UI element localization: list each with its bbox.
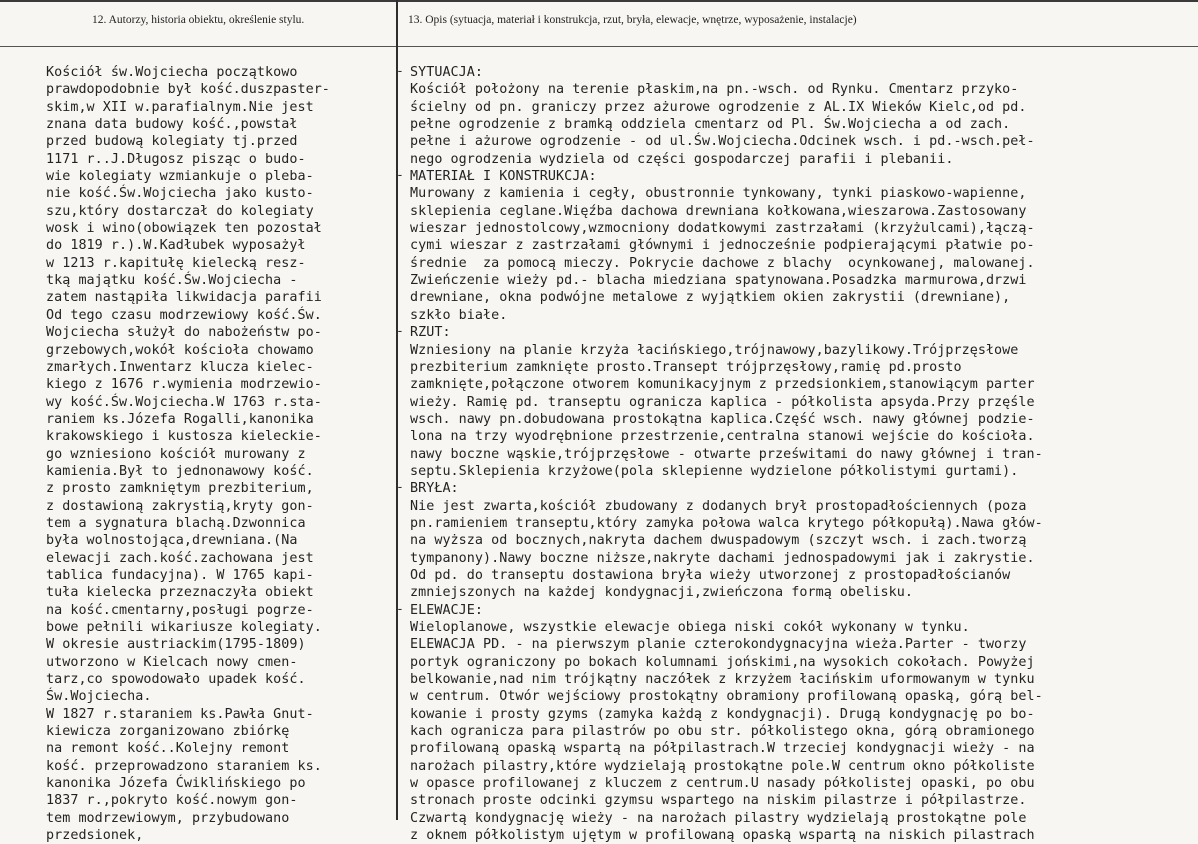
description-text-line: drewniane, okna podwójne metalowe z wyjątkiem okien zakrystii (drewniane),: [410, 290, 1011, 306]
history-text-line: tką majątku kość.Św.Wojciecha -: [46, 273, 298, 289]
description-text-line: cymi wieszar z zastrzałami głównymi i jednocześnie podpierającymi płatwie po-: [410, 238, 1035, 254]
description-text-line: w centrum. Otwór wejściowy prostokątny obramiony profilowaną opaską, górą bel-: [410, 689, 1043, 705]
history-text-line: kość. przeprowadzono staraniem ks.: [46, 758, 322, 774]
history-text-line: przed budową kolegiaty tj.przed: [46, 134, 298, 150]
history-text-line: go wzniesiono kościół murowany z: [46, 446, 306, 462]
history-text-line: utworzono w Kielcach nowy cmen-: [46, 654, 298, 670]
history-text-line: W okresie austriackim(1795-1809): [46, 637, 306, 653]
margin-dash-mark: -: [396, 324, 404, 340]
history-text-line: z dostawioną zakrystią,kryty gon-: [46, 498, 314, 514]
description-text-line: szkło białe.: [410, 307, 508, 323]
margin-dash-mark: -: [396, 168, 404, 184]
description-text-line: kowanie i prosty gzyms (zamyka każdą z kondygnacji). Drugą kondygnację po bo-: [410, 706, 1035, 722]
history-text-line: 1171 r..J.Długosz pisząc o budo-: [46, 151, 306, 167]
description-text-line: Murowany z kamienia i cegły, obustronnie tynkowany, tynki piaskowo-wapienne,: [410, 186, 1027, 202]
description-text-line: pn.ramieniem transeptu,który zamyka połowa walca krytego półkopułą).Nawa głów-: [410, 515, 1043, 531]
top-border: [0, 0, 1198, 2]
history-text-line: kiego z 1676 r.wymienia modrzewio-: [46, 377, 322, 393]
description-text-line: wsch. nawy pn.dobudowana prostokątna kaplica.Część wsch. nawy głównej podzie-: [410, 411, 1035, 427]
history-text-line: kanonika Józefa Ćwiklińskiego po: [46, 776, 306, 792]
history-text-line: wosk i wino(obowiązek ten pozostał: [46, 221, 322, 237]
description-text-line: pełne ogrodzenie z bramką oddziela cmentarz od Pl. Św.Wojciecha a od zach.: [410, 117, 1011, 133]
description-text-line: lona na trzy wyodrębnione przestrzenie,centralna stanowi wejście do kościoła.: [410, 429, 1035, 445]
history-text-line: do 1819 r.).W.Kadłubek wyposażył: [46, 238, 306, 254]
history-text-line: tarz,co spowodowało upadek kość.: [46, 672, 306, 688]
history-text-line: tuła kielecka przeznaczyła obiekt: [46, 585, 314, 601]
history-text-line: raniem ks.Józefa Rogalli,kanonika: [46, 411, 314, 427]
description-text-line: stronach proste odcinki gzymsu wspartego na niskim pilastrze i półpilastrze.: [410, 793, 1027, 809]
margin-dash-mark: -: [396, 64, 404, 79]
description-text-line: średnie za pomocą mieczy. Pokrycie dachowe z blachy ocynkowanej, malowanej.: [410, 255, 1035, 271]
history-text-line: tablica fundacyjna). W 1765 kapi-: [46, 567, 314, 583]
description-text-line: ELEWACJA PD. - na pierwszym planie czterokondygnacyjna wieża.Parter - tworzy: [410, 637, 1027, 653]
history-text-line: znana data budowy kość.,powstał: [46, 117, 298, 133]
history-text-line: na kość.cmentarny,posługi pogrze-: [46, 602, 314, 618]
column-divider: [396, 0, 398, 820]
description-text-line: na wyższa od bocznych,nakryta dachem dwuspadowym (szczyt wsch. i zach.tworzą: [410, 533, 1027, 549]
history-text-line: skim,w XII w.parafialnym.Nie jest: [46, 99, 314, 115]
history-text-line: szu,który dostarczał do kolegiaty: [46, 203, 314, 219]
history-text-line: grzebowych,wokół kościoła chowamo: [46, 342, 314, 358]
history-column: [46, 64, 392, 844]
description-text-heading: ELEWACJE:: [410, 602, 484, 618]
history-text-line: Kościół św.Wojciecha początkowo: [46, 65, 298, 80]
description-text-line: prezbiterium zamknięte prosto.Transept trójprzęsłowy,ramię pd.prosto: [410, 359, 962, 375]
description-text-line: nawy boczne wąskie,trójprzęsłowe - otwarte prześwitami do nawy głównej i tran-: [410, 446, 1043, 462]
history-text-line: Od tego czasu modrzewiowy kość.Św.: [46, 307, 322, 323]
history-text-line: zatem nastąpiła likwidacja parafii: [46, 290, 322, 306]
history-text-line: była wolnostojąca,drewniana.(Na: [46, 533, 298, 549]
description-text-line: nego ogrodzenia wydziela od części gospodarczej parafii i plebanii.: [410, 151, 954, 167]
history-text-line: na remont kość..Kolejny remont: [46, 741, 290, 757]
description-text-line: portyk ograniczony po bokach kolumnami jońskimi,na wysokich cokołach. Powyżej: [410, 654, 1035, 670]
description-text-line: wieży. Ramię pd. transeptu ogranicza kaplica - półkolista apsyda.Przy przęśle: [410, 394, 1035, 410]
description-text-line: z oknem półkolistym ujętym w profilowaną opaską wspartą na niskich pilastrach: [410, 828, 1035, 844]
section-13-header: 13. Opis (sytuacja, materiał i konstrukcja, rzut, bryła, elewacje, wnętrze, wyposażenie, instalacje): [408, 14, 857, 26]
description-text-line: pełne i ażurowe ogrodzenie - od ul.Św.Wojciecha.Odcinek wsch. i pd.-wsch.peł-: [410, 134, 1035, 150]
history-text-line: krakowskiego i kustosza kieleckie-: [46, 429, 322, 445]
history-text-line: tem modrzewiowym, przybudowano: [46, 810, 290, 826]
description-text-line: zmniejszonych na każdej kondygnacji,zwieńczona formą obelisku.: [410, 585, 913, 601]
description-text-line: profilowaną opaską wspartą na półpilastrach.W trzeciej kondygnacji wieży - na: [410, 741, 1035, 757]
description-text-line: wieszar jednostolcowy,wzmocniony dodatkowymi zastrzałami (krzyżulcami),łączą-: [410, 221, 1035, 237]
description-text-line: Kościół położony na terenie płaskim,na pn.-wsch. od Rynku. Cmentarz przyko-: [410, 82, 1019, 98]
description-text-line: kach ogranicza para pilastrów po obu str. półkolistego okna, górą obramionego: [410, 724, 1035, 740]
history-text-line: Św.Wojciecha.: [46, 689, 152, 705]
description-text-line: Zwieńczenie wieży pd.- blacha miedziana spatynowana.Posadzka marmurowa,drzwi: [410, 273, 1027, 289]
margin-dash-mark: -: [396, 480, 404, 496]
history-text-line: bowe pełnili wikariusze kolegiaty.: [46, 620, 322, 635]
history-text-line: w 1213 r.kapitułę kielecką resz-: [46, 255, 306, 271]
description-text-line: zamknięte,połączone otworem komunikacyjnym z przedsionkiem,stanowiącym parter: [410, 377, 1035, 393]
history-text-line: 1837 r.,pokryto kość.nowym gon-: [46, 793, 298, 809]
history-text-line: Wojciecha służył do nabożeństw po-: [46, 325, 322, 341]
description-text-heading: RZUT:: [410, 325, 451, 341]
description-text-line: Nie jest zwarta,kościół zbudowany z dodanych brył prostopadłościennych (poza: [410, 498, 1027, 514]
history-text-line: tem a sygnatura blachą.Dzwonnica: [46, 515, 306, 531]
description-column: [410, 64, 1196, 844]
description-text-line: ścielny od pn. graniczy przez ażurowe ogrodzenie z AL.IX Wieków Kielc,od pd.: [410, 99, 1027, 115]
history-text-line: nie kość.Św.Wojciecha jako kusto-: [46, 186, 314, 202]
description-text-line: tympanony).Nawy boczne niższe,nakryte dachami jednospadowymi jak i zakrystie.: [410, 550, 1035, 566]
history-text-line: wie kolegiaty wzmiankuje o pleba-: [46, 169, 314, 185]
description-text-line: septu.Sklepienia krzyżowe(pola sklepienne wydzielone półkolistymi gurtami).: [410, 463, 1019, 479]
history-text-line: z prosto zamkniętym prezbiterium,: [46, 481, 314, 497]
history-text-line: wy kość.Św.Wojciecha.W 1763 r.sta-: [46, 394, 322, 410]
description-text-line: w opasce profilowanej z kluczem z centrum.U nasady półkolistej opaski, po obu: [410, 776, 1035, 792]
history-text-line: elewacji zach.kość.zachowana jest: [46, 550, 314, 566]
history-text-line: zmarłych.Inwentarz klucza kielec-: [46, 359, 314, 375]
history-text-line: kamienia.Był to jednonawowy kość.: [46, 463, 314, 479]
description-text-line: narożach pilastry,które wydzielają prostokątne pole.W centrum okno półkoliste: [410, 758, 1035, 774]
section-12-header: 12. Autorzy, historia obiektu, określenie stylu.: [92, 14, 305, 26]
margin-dash-mark: -: [396, 601, 404, 617]
description-text-line: Wzniesiony na planie krzyża łacińskiego,trójnawowy,bazylikowy.Trójprzęsłowe: [410, 342, 1019, 358]
history-text-line: prawdopodobnie był kość.duszpaster-: [46, 82, 330, 98]
history-text-line: kiewicza zorganizowano zbiórkę: [46, 724, 290, 740]
description-text-heading: SYTUACJA:: [410, 65, 484, 80]
description-text-line: Od pd. do transeptu dostawiona bryła wieży utworzonej z prostopadłościanów: [410, 567, 1011, 583]
description-text-heading: MATERIAŁ I KONSTRUKCJA:: [410, 169, 597, 185]
description-text-line: Wieloplanowe, wszystkie elewacje obiega niski cokół wykonany w tynku.: [410, 620, 970, 635]
description-text-heading: BRYŁA:: [410, 481, 459, 497]
description-text-line: sklepienia ceglane.Więźba dachowa drewniana kołkowana,wieszarowa.Zastosowany: [410, 203, 1027, 219]
description-text-line: belkowanie,nad nim trójkątny naczółek z krzyżem łacińskim uformowanym w tynku: [410, 672, 1035, 688]
history-text-line: W 1827 r.staraniem ks.Pawła Gnut-: [46, 706, 314, 722]
history-text-line: przedsionek,: [46, 828, 144, 844]
header-divider: [0, 46, 1198, 47]
description-text-line: Czwartą kondygnację wieży - na narożach pilastry wydzielają prostokątne pole: [410, 810, 1027, 826]
